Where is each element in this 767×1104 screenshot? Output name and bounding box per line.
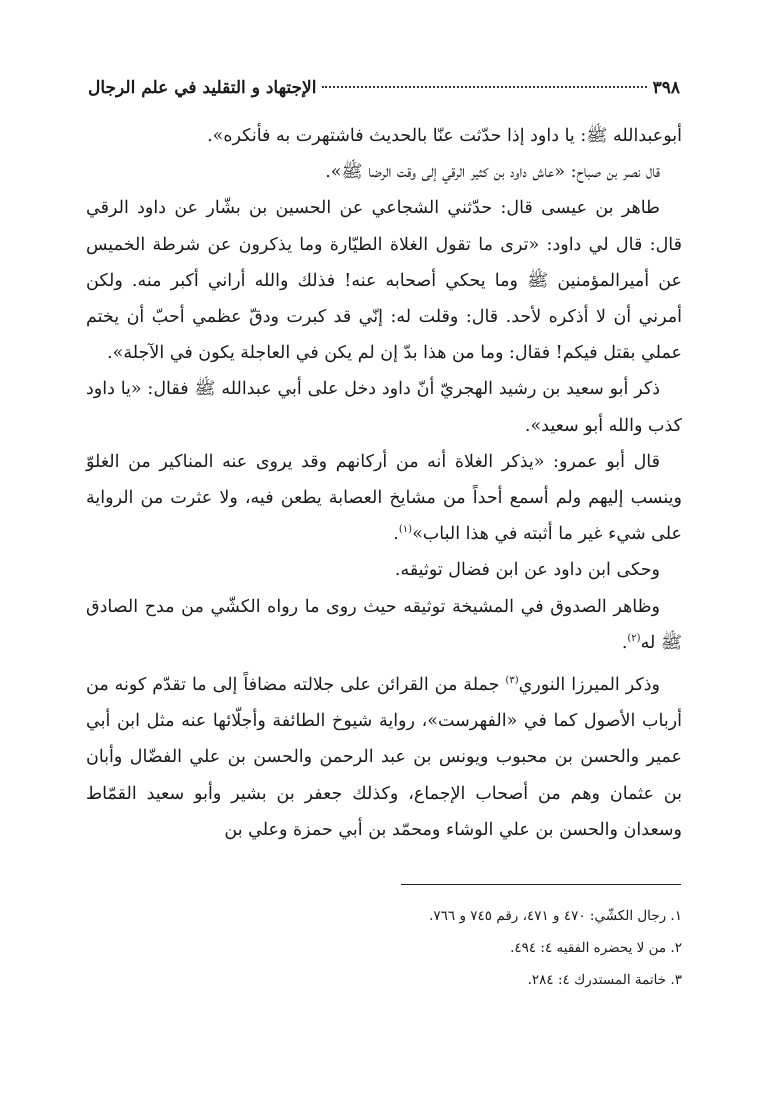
paragraph-8-text-b: جملة من القرائن على جلالته مضافاً إلى ما تقدّم كونه من أرباب الأصول كما في «الفهرست»، رواية شيوخ الطائفة وأجلّائها عنه مثل ابن أبي عمير والحسن بن محبوب ويونس بن عبد الرحمن والحسن بن علي الفضّال وأبان بن عثمان وهم من أصحاب الإجماع، وكذلك جعفر بن بشير وأبو سعيد القمّاط وسعدان والحسن بن علي الوشاء ومحمّد بن أبي حمزة وعلي بن — [86, 675, 682, 840]
paragraph-6: وحكى ابن داود عن ابن فضال توثيقه. — [394, 560, 660, 581]
running-title: الإجتهاد و التقليد في علم الرجال — [88, 78, 317, 98]
paragraph-7: وظاهر الصدوق في المشيخة توثيقه حيث روى ما رواه الكشّي من مدح الصادق ﷺ له$^{(٢)}$. — [86, 596, 682, 653]
footnote-ref-2: (٢) — [627, 633, 641, 645]
paragraph-2: قال نصر بن صباح: «عاش داود بن كثير الرقي إلى وقت الرضا ﷺ». — [325, 162, 660, 183]
paragraph-8-text-a: وذكر الميرزا النوري — [518, 675, 660, 696]
header-leader-dots — [322, 86, 646, 88]
page-header — [88, 78, 680, 104]
footnote-separator — [401, 884, 681, 885]
footnote-1: ١. رجال الكشّي: ٤٧٠ و ٤٧١، رقم ٧٤٥ و ٧٦٦. — [429, 908, 682, 924]
paragraph-8 — [86, 667, 682, 848]
footnote-2: ٢. من لا يحضره الفقيه ٤: ٤٩٤. — [510, 940, 682, 956]
paragraph-7-text: وظاهر الصدوق في المشيخة توثيقه حيث روى ما رواه الكشّي من مدح الصادق ﷺ له — [86, 596, 682, 653]
main-text — [86, 118, 682, 848]
paragraph-5-text: قال أبو عمرو: «يذكر الغلاة أنه من أركانهم وقد يروى عنه المناكير من الغلوّ وينسب إليهم ولم أسمع أحداً من مشايخ العصابة يطعن فيه، ولا عثرت من الرواية على شيء غير ما أثبته في هذا الباب» — [86, 451, 682, 545]
footnote-3: ٣. خاتمة المستدرك ٤: ٢٨٤. — [527, 972, 682, 988]
page-number: ٣٩٨ — [652, 78, 680, 98]
footnotes — [86, 900, 682, 996]
paragraph-4: ذكر أبو سعيد بن رشيد الهجريّ أنّ داود دخل على أبي عبدالله ﷺ فقال: «يا داود كذب والله أبو سعيد». — [86, 379, 682, 436]
paragraph-3: طاهر بن عيسى قال: حدّثني الشجاعي عن الحسين بن بشّار عن داود الرقي قال: قال لي داود: «ترى ما تقول الغلاة الطيّارة وما يذكرون عن شرطة الخميس عن أميرالمؤمنين ﷺ وما يحكي أصحابه عنه! فذلك والله أراني أكبر منه. ولكن أمرني أن لا أذكره لأحد. قال: وقلت له: إنّي قد كبرت ودقّ عظمي أحبّ أن يختم عملي بقتل فيكم! فقال: وما من هذا بدّ إن لم يكن في العاجلة يكون في الآجلة». — [86, 198, 682, 364]
footnote-ref-1: (١) — [398, 524, 413, 536]
paragraph-1: أبوعبدالله ﷺ: يا داود إذا حدّثت عنّا بالحديث فاشتهرت به فأنكره». — [207, 126, 682, 146]
footnote-ref-3: (٣) — [505, 675, 519, 687]
paragraph-5: قال أبو عمرو: «يذكر الغلاة أنه من أركانهم وقد يروى عنه المناكير من الغلوّ وينسب إليهم ولم أسمع أحداً من مشايخ العصابة يطعن فيه، ولا عثرت من الرواية على شيء غير ما أثبته في هذا الباب»$^{(١)}$. — [86, 451, 682, 545]
